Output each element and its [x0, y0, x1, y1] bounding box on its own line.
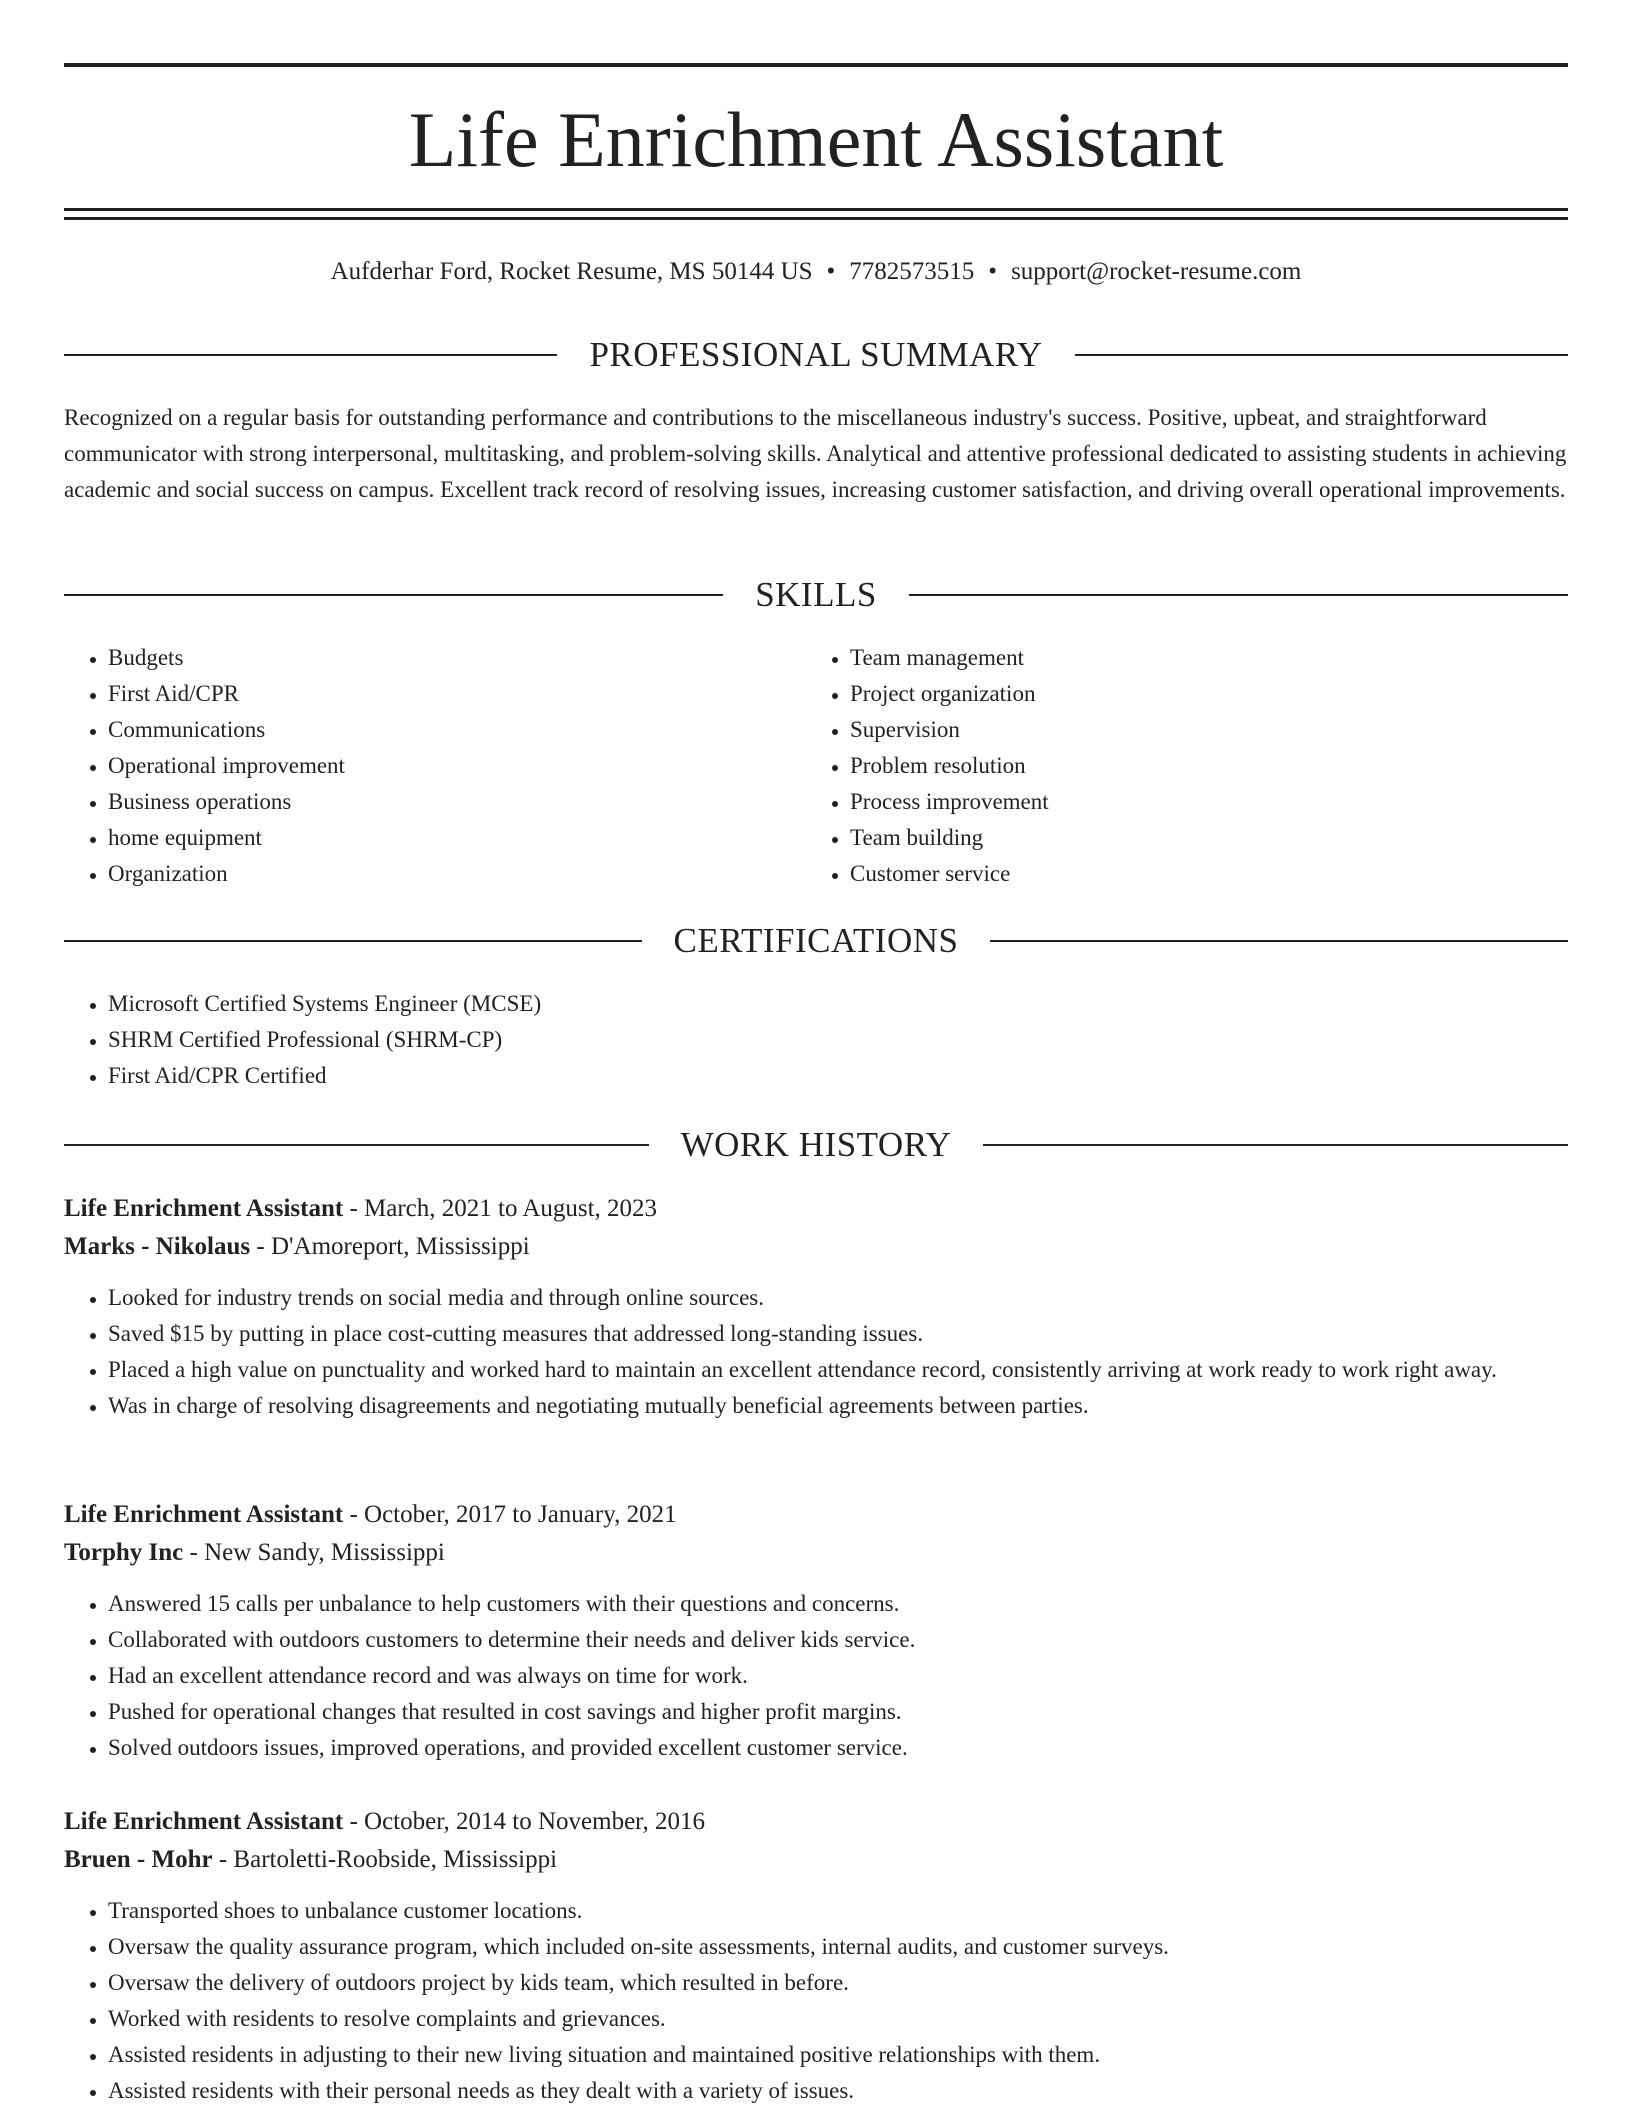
job-bullet: • Answered 15 calls per unbalance to help customers with their questions and concerns. [108, 1586, 1568, 1622]
job-company-line [64, 1534, 1568, 1572]
section-heading-certifications [64, 921, 1568, 961]
section-heading-summary [64, 335, 1568, 375]
heading-rule [983, 1144, 1568, 1146]
job-bullet: • Assisted residents with their personal needs as they dealt with a variety of issues. [108, 2073, 1568, 2109]
job-bullet: • Pushed for operational changes that resulted in cost savings and higher profit margins. [108, 1694, 1568, 1730]
job-bullet: • Oversaw the delivery of outdoors project by kids team, which resulted in before. [108, 1965, 1568, 2001]
resume-title: Life Enrichment Assistant [408, 96, 1224, 183]
skill-item: • Communications [108, 712, 806, 748]
heading-rule [64, 354, 557, 356]
job-location: - New Sandy, Mississippi [183, 1539, 445, 1566]
certification-item: • Microsoft Certified Systems Engineer (MCSE) [108, 986, 1568, 1022]
job-bullet: • Had an excellent attendance record and was always on time for work. [108, 1658, 1568, 1694]
heading-rule [909, 594, 1568, 596]
section-title: WORK HISTORY [680, 1125, 952, 1164]
job-bullet: • Looked for industry trends on social media and through online sources. [108, 1280, 1568, 1316]
job-company: Marks - Nikolaus [64, 1233, 251, 1260]
skill-item: • Customer service [850, 856, 1548, 892]
job-title-line [64, 1496, 1568, 1534]
heading-rule [1075, 354, 1568, 356]
job-dates: - October, 2017 to January, 2021 [343, 1501, 677, 1528]
contact-address: Aufderhar Ford, Rocket Resume, MS 50144 US [330, 258, 813, 285]
job-entry [64, 1190, 1568, 1424]
job-title-line [64, 1190, 1568, 1228]
job-company: Bruen - Mohr [64, 1846, 213, 1873]
job-bullet: • Saved $15 by putting in place cost-cutting measures that addressed long-standing issues. [108, 1316, 1568, 1352]
job-bullet: • Solved outdoors issues, improved operations, and provided excellent customer service. [108, 1730, 1568, 1766]
section-title: CERTIFICATIONS [673, 921, 959, 960]
section-heading-skills [64, 575, 1568, 615]
skill-item: • Process improvement [850, 784, 1548, 820]
contact-separator: • [988, 258, 998, 285]
job-entry [64, 1496, 1568, 1766]
contact-separator: • [826, 258, 836, 285]
section-title: PROFESSIONAL SUMMARY [589, 335, 1043, 374]
job-bullet: • Transported shoes to unbalance customer locations. [108, 1893, 1568, 1929]
job-dates: - October, 2014 to November, 2016 [343, 1808, 705, 1835]
skill-item: • Organization [108, 856, 806, 892]
contact-email: support@rocket-resume.com [1011, 258, 1302, 285]
skill-item: • Budgets [108, 640, 806, 676]
job-bullet: • Was in charge of resolving disagreements and negotiating mutually beneficial agreements between parties. [108, 1388, 1568, 1424]
skill-item: • Project organization [850, 676, 1548, 712]
heading-rule [64, 940, 642, 942]
job-title-line [64, 1803, 1568, 1841]
skills-column-right [806, 640, 1548, 892]
certification-item: • SHRM Certified Professional (SHRM-CP) [108, 1022, 1568, 1058]
job-bullet: • Collaborated with outdoors customers to determine their needs and deliver kids service. [108, 1622, 1568, 1658]
job-location: - Bartoletti-Roobside, Mississippi [212, 1846, 558, 1873]
job-entry [64, 1803, 1568, 2109]
skill-item: • Problem resolution [850, 748, 1548, 784]
certifications-list [64, 986, 1568, 1094]
section-heading-work-history [64, 1125, 1568, 1165]
skill-item: • Operational improvement [108, 748, 806, 784]
job-bullet: • Worked with residents to resolve complaints and grievances. [108, 2001, 1568, 2037]
job-title: Life Enrichment Assistant [64, 1501, 344, 1528]
job-bullet: • Oversaw the quality assurance program, which included on-site assessments, internal audits, and customer surveys. [108, 1929, 1568, 1965]
job-bullet: • Placed a high value on punctuality and worked hard to maintain an excellent attendance record, consistently arriving at work ready to work right away. [108, 1352, 1568, 1388]
heading-rule [990, 940, 1568, 942]
top-rule [64, 63, 1568, 67]
job-title: Life Enrichment Assistant [64, 1195, 344, 1222]
job-company: Torphy Inc [64, 1539, 184, 1566]
skill-item: • Team building [850, 820, 1548, 856]
skills-list [64, 640, 1568, 892]
job-dates: - March, 2021 to August, 2023 [343, 1195, 658, 1222]
heading-rule [64, 1144, 649, 1146]
skill-item: • Business operations [108, 784, 806, 820]
contact-phone: 7782573515 [849, 258, 975, 285]
job-location: - D'Amoreport, Mississippi [250, 1233, 530, 1260]
skills-column-left [64, 640, 806, 892]
contact-line [64, 254, 1568, 290]
skill-item: • Team management [850, 640, 1548, 676]
certification-item: • First Aid/CPR Certified [108, 1058, 1568, 1094]
heading-rule [64, 594, 723, 596]
title-double-rule [64, 208, 1568, 220]
skill-item: • First Aid/CPR [108, 676, 806, 712]
job-company-line [64, 1841, 1568, 1879]
skill-item: • Supervision [850, 712, 1548, 748]
job-company-line [64, 1228, 1568, 1266]
job-title: Life Enrichment Assistant [64, 1808, 344, 1835]
skill-item: • home equipment [108, 820, 806, 856]
job-bullet: • Assisted residents in adjusting to their new living situation and maintained positive relationships with them. [108, 2037, 1568, 2073]
summary-text: Recognized on a regular basis for outstanding performance and contributions to the miscellaneous industry's success. Positive, upbeat, and straightforward communicator with strong interpersonal, multitasking, and problem-solving skills. Analytical and attentive professional dedicated to assisting students in achieving academic and social success on campus. Excellent track record of resolving issues, increasing customer satisfaction, and driving overall operational improvements. [64, 405, 1567, 502]
section-title: SKILLS [755, 575, 877, 614]
